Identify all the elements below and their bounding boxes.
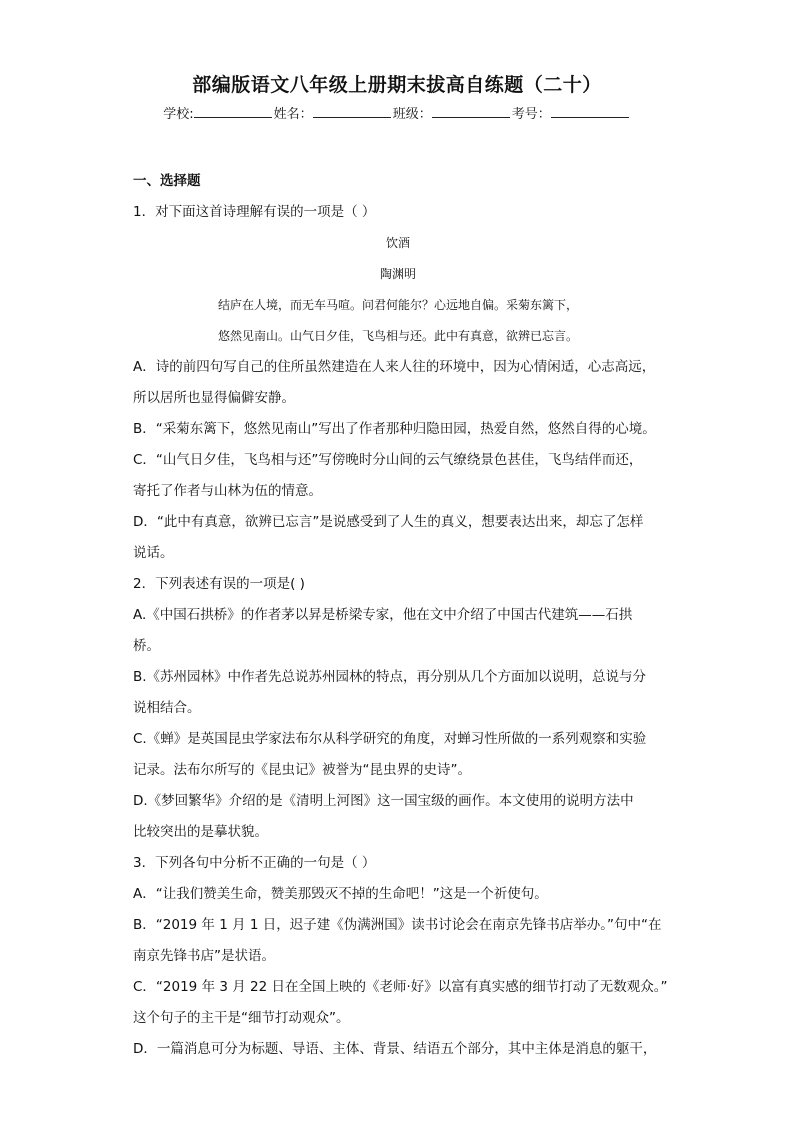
question-content	[133, 166, 668, 1065]
q1-option-c-line2: 寄托了作者与山林为伍的情意。	[133, 483, 322, 499]
q2-option-b-line1: B.《苏州园林》中作者先总说苏州园林的特点，再分别从几个方面加以说明，总说与分	[133, 669, 647, 685]
poem-line-1: 结庐在人境，而无车马喧。问君何能尔？心远地自偏。采菊东篱下，	[217, 298, 578, 312]
q3-option-a-line1: A．“让我们赞美生命，赞美那毁灭不掉的生命吧！”这是一个祈使句。	[133, 886, 548, 902]
name-blank	[313, 105, 391, 118]
poem-line-2: 悠然见南山。山气日夕佳，飞鸟相与还。此中有真意，欲辨已忘言。	[217, 329, 578, 343]
q1-option-d-line1: D．“此中有真意，欲辨已忘言”是说感受到了人生的真义，想要表达出来，却忘了怎样	[133, 514, 644, 530]
name-label: 姓名：	[273, 107, 313, 122]
page-title: 部编版语文八年级上册期末拔高自练题（二十）	[192, 74, 602, 96]
exam-no-blank	[551, 105, 629, 118]
q1-option-b-line1: B．“采菊东篱下，悠然见南山”写出了作者那种归隐田园，热爱自然，悠然自得的心境。	[133, 421, 656, 437]
exam-no-label: 考号：	[511, 107, 551, 122]
section-title: 一、选择题	[133, 173, 201, 189]
q3-option-b-line1: B．“2019 年 1 月 1 日，迟子建《伪满洲国》读书讨论会在南京先锋书店举办。”句中“在	[133, 917, 662, 933]
class-blank	[432, 105, 510, 118]
q2-option-d-line2: 比较突出的是摹状貌。	[133, 824, 268, 840]
q2-stem: 2．下列表述有误的一项是( )	[133, 576, 305, 592]
q3-option-c-line2: 这个句子的主干是“细节打动观众”。	[133, 1010, 350, 1026]
school-blank	[194, 105, 272, 118]
q1-option-a-line2: 所以居所也显得偏僻安静。	[133, 390, 295, 406]
q2-option-a-line2: 桥。	[133, 638, 160, 654]
q1-option-c-line1: C．“山气日夕佳，飞鸟相与还”写傍晚时分山间的云气缭绕景色甚佳，飞鸟结伴而还，	[133, 452, 643, 468]
poem-author: 陶渊明	[379, 267, 416, 281]
class-label: 班级：	[392, 107, 432, 122]
q3-option-b-line2: 南京先锋书店”是状语。	[133, 948, 275, 964]
q1-stem: 1．对下面这首诗理解有误的一项是（ ）	[133, 204, 376, 220]
q2-option-c-line2: 记录。法布尔所写的《昆虫记》被誉为“昆虫界的史诗”。	[133, 762, 471, 778]
q2-option-b-line2: 说相结合。	[133, 700, 201, 716]
student-info-line	[0, 103, 794, 122]
q1-option-a-line1: A．诗的前四句写自己的住所虽然建造在人来人往的环境中，因为心情闲适，心志高远，	[133, 359, 656, 375]
poem-title: 饮酒	[385, 236, 410, 250]
q2-option-c-line1: C.《蝉》是英国昆虫学家法布尔从科学研究的角度，对蝉习性所做的一系列观察和实验	[133, 731, 647, 747]
q3-option-c-line1: C．“2019 年 3 月 22 日在全国上映的《老师·好》以富有真实感的细节打动了无数观众。”	[133, 979, 668, 995]
q3-stem: 3．下列各句中分析不正确的一句是（ ）	[133, 855, 376, 871]
q2-option-a-line1: A.《中国石拱桥》的作者茅以昇是桥梁专家，他在文中介绍了中国古代建筑——石拱	[133, 607, 633, 623]
q3-option-d-line1: D．一篇消息可分为标题、导语、主体、背景、结语五个部分，其中主体是消息的躯干，	[133, 1041, 657, 1057]
q2-option-d-line1: D.《梦回繁华》介绍的是《清明上河图》这一国宝级的画作。本文使用的说明方法中	[133, 793, 634, 809]
q1-option-d-line2: 说话。	[133, 545, 174, 561]
school-label: 学校:	[163, 107, 194, 122]
